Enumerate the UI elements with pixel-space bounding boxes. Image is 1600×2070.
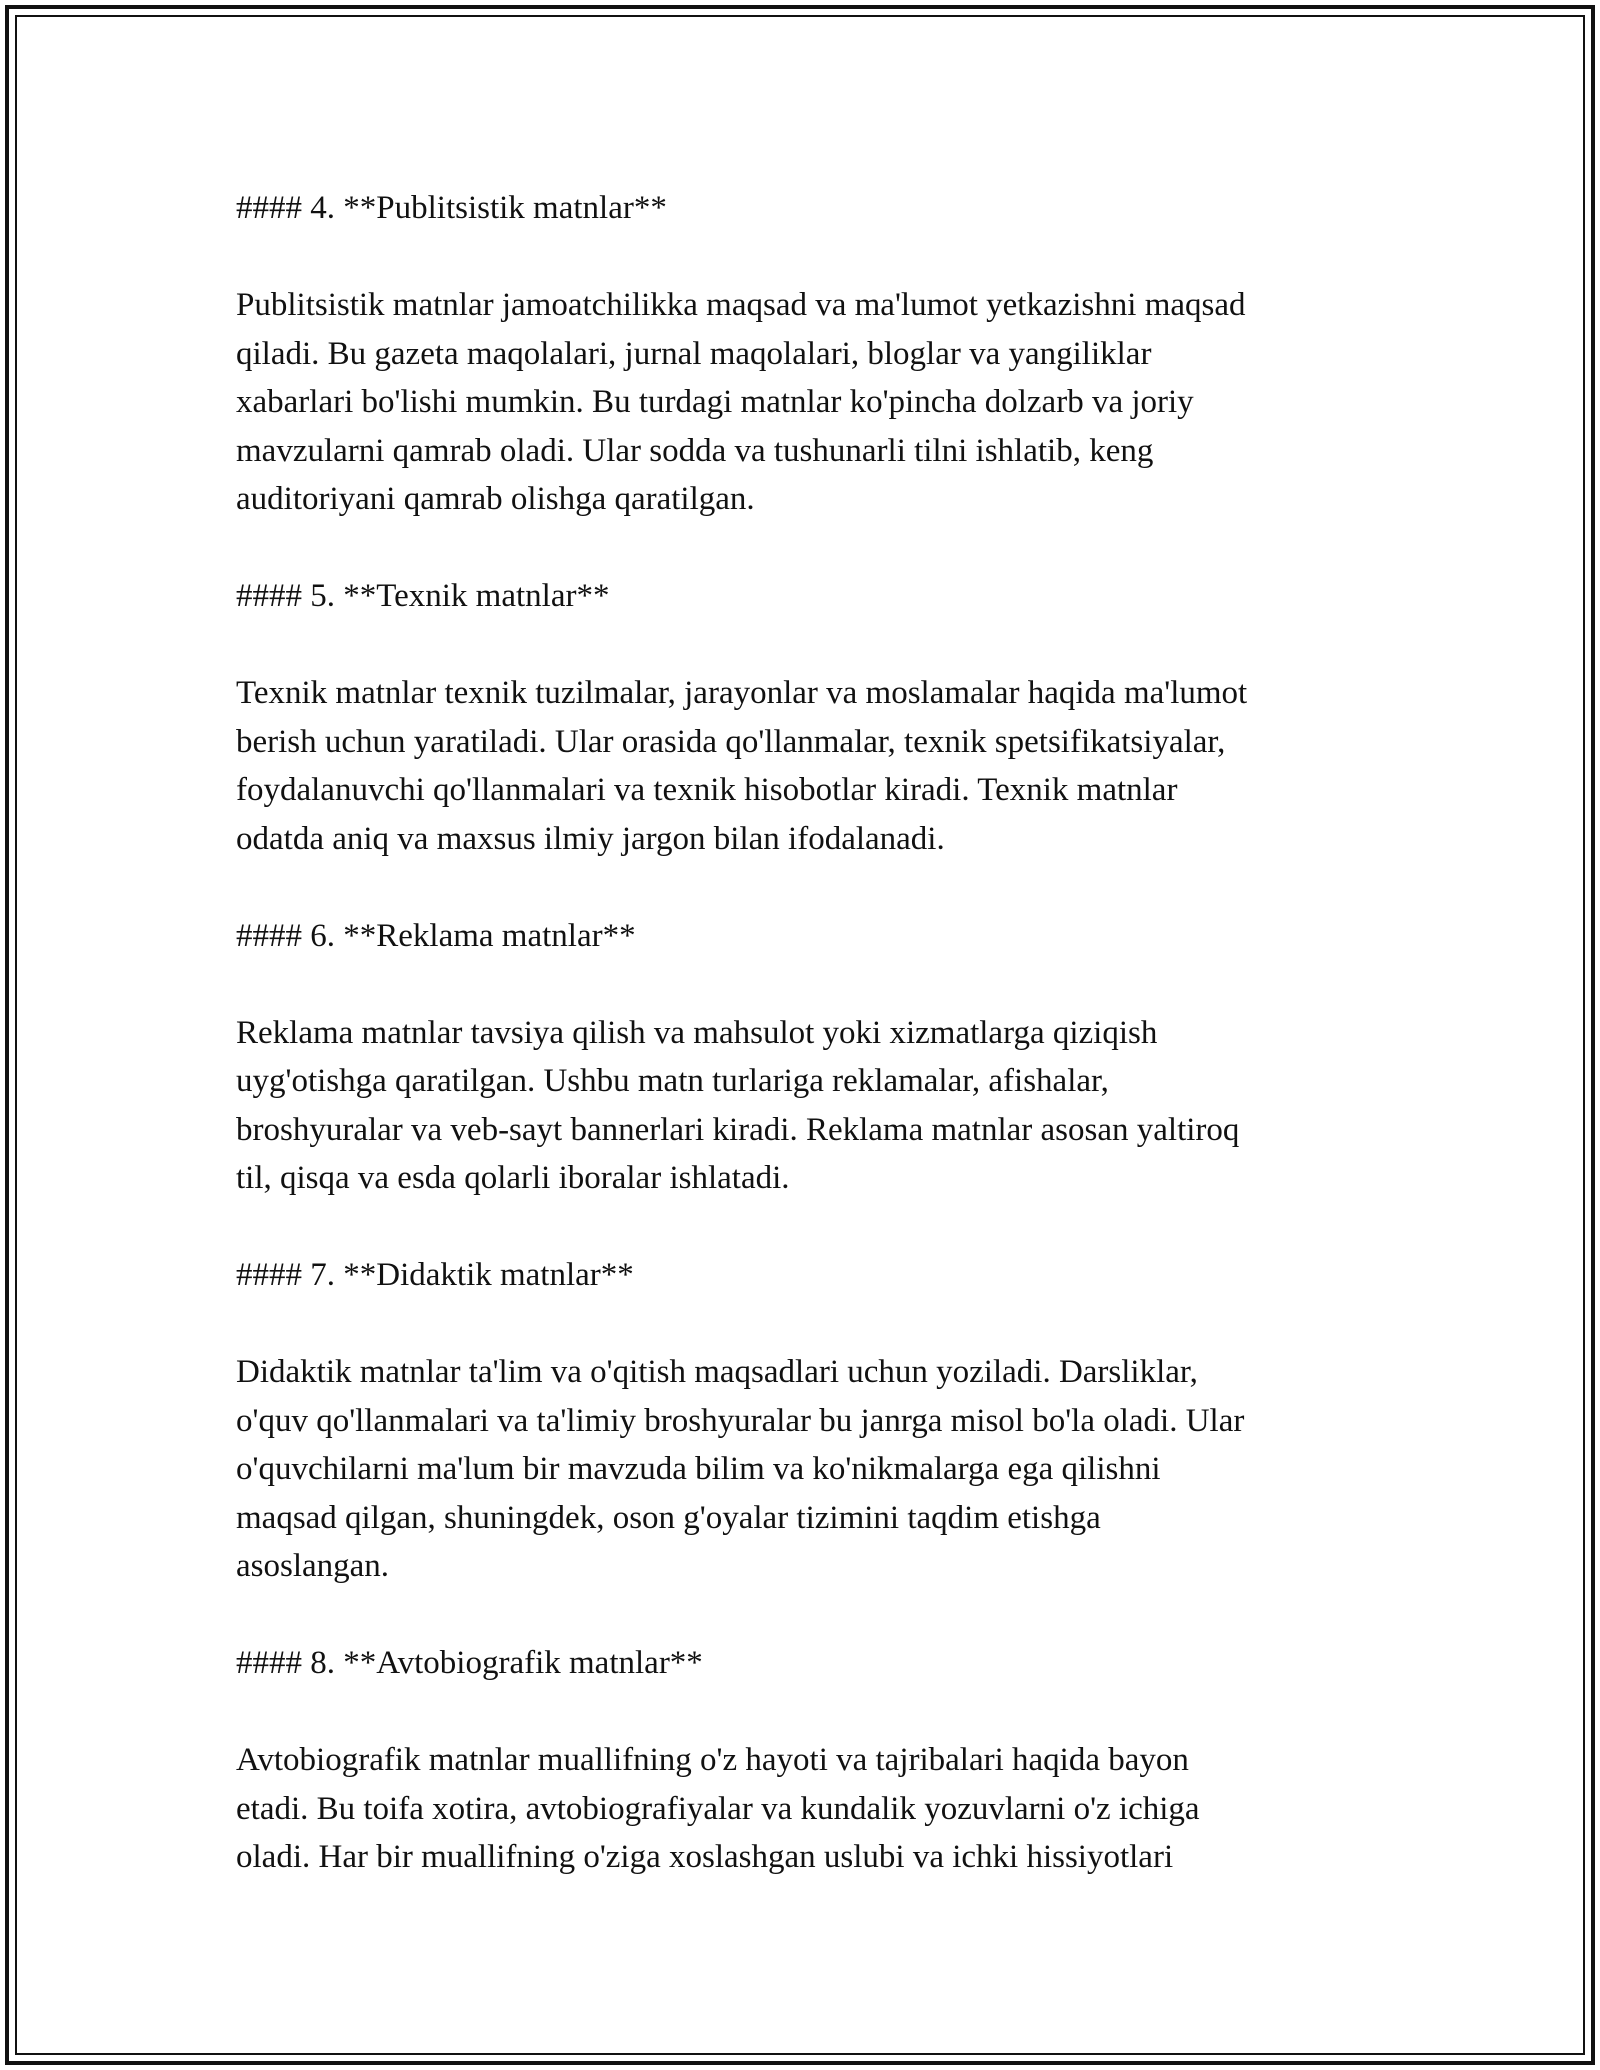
text-line: auditoriyani qamrab olishga qaratilgan. xyxy=(236,481,755,517)
section-heading xyxy=(236,1251,1386,1300)
paragraph xyxy=(236,1009,1386,1203)
text-line: asoslangan. xyxy=(236,1548,390,1584)
text-line: #### 8. **Avtobiografik matnlar** xyxy=(236,1645,703,1681)
section-heading xyxy=(236,1639,1386,1688)
text-line: qiladi. Bu gazeta maqolalari, jurnal maqolalari, bloglar va yangiliklar xyxy=(236,335,1152,372)
section-heading xyxy=(236,912,1386,961)
section-heading xyxy=(236,184,1386,233)
text-line: etadi. Bu toifa xotira, avtobiografiyalar va kundalik yozuvlarni o'z ichiga xyxy=(236,1790,1200,1827)
paragraph xyxy=(236,669,1386,863)
text-line: Avtobiografik matnlar muallifning o'z hayoti va tajribalari haqida bayon xyxy=(236,1742,1189,1778)
text-line: berish uchun yaratiladi. Ular orasida qo'llanmalar, texnik spetsifikatsiyalar, xyxy=(236,723,1226,760)
text-line: uyg'otishga qaratilgan. Ushbu matn turlariga reklamalar, afishalar, xyxy=(236,1063,1109,1099)
text-line: foydalanuvchi qo'llanmalari va texnik hisobotlar kiradi. Texnik matnlar xyxy=(236,772,1178,808)
text-line: #### 7. **Didaktik matnlar** xyxy=(236,1257,634,1293)
text-line: mavzularni qamrab oladi. Ular sodda va tushunarli tilni ishlatib, keng xyxy=(236,432,1154,469)
text-line: oladi. Har bir muallifning o'ziga xoslashgan uslubi va ichki hissiyotlari xyxy=(236,1839,1174,1875)
text-line: #### 4. **Publitsistik matnlar** xyxy=(236,190,667,226)
text-line: Reklama matnlar tavsiya qilish va mahsulot yoki xizmatlarga qiziqish xyxy=(236,1014,1158,1051)
text-line: Publitsistik matnlar jamoatchilikka maqsad va ma'lumot yetkazishni maqsad xyxy=(236,287,1246,323)
text-line: xabarlari bo'lishi mumkin. Bu turdagi matnlar ko'pincha dolzarb va joriy xyxy=(236,384,1194,420)
section-heading xyxy=(236,572,1386,621)
text-line: Didaktik matnlar ta'lim va o'qitish maqsadlari uchun yoziladi. Darsliklar, xyxy=(236,1354,1198,1390)
text-line: maqsad qilgan, shuningdek, oson g'oyalar tizimini taqdim etishga xyxy=(236,1499,1101,1536)
text-line: broshyuralar va veb-sayt bannerlari kiradi. Reklama matnlar asosan yaltiroq xyxy=(236,1111,1240,1148)
text-line: #### 6. **Reklama matnlar** xyxy=(236,917,636,954)
text-line: odatda aniq va maxsus ilmiy jargon bilan ifodalanadi. xyxy=(236,820,945,857)
text-line: o'quvchilarni ma'lum bir mavzuda bilim va ko'nikmalarga ega qilishni xyxy=(236,1451,1161,1487)
text-line: o'quv qo'llanmalari va ta'limiy broshyuralar bu janrga misol bo'la oladi. Ular xyxy=(236,1402,1245,1439)
text-line: til, qisqa va esda qolarli iboralar ishlatadi. xyxy=(236,1160,790,1196)
text-line: #### 5. **Texnik matnlar** xyxy=(236,578,610,614)
paragraph xyxy=(236,1348,1386,1591)
text-line: Texnik matnlar texnik tuzilmalar, jarayonlar va moslamalar haqida ma'lumot xyxy=(236,675,1248,711)
paragraph xyxy=(236,281,1386,524)
paragraph xyxy=(236,1736,1386,1882)
document-body xyxy=(236,184,1386,1930)
